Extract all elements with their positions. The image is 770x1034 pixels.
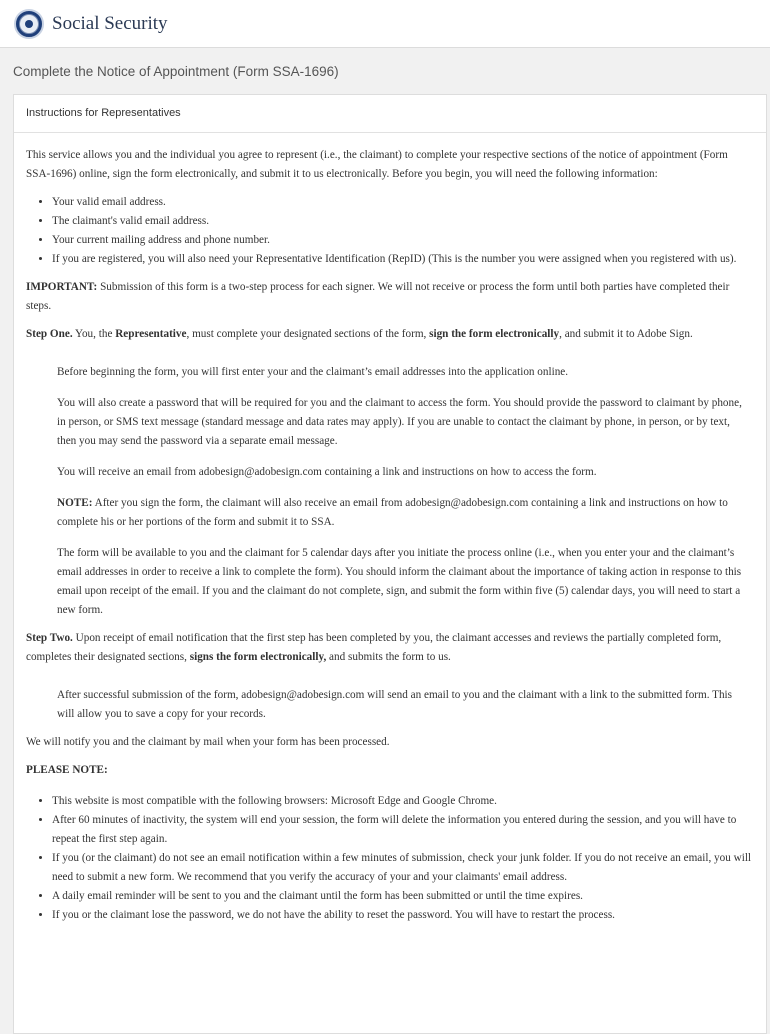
note-paragraph [57,494,744,532]
ssa-seal-icon[interactable] [14,9,44,39]
step-two-text: and submits the form to us. [326,651,451,663]
list-item: • This website is most compatible with the following browsers: Microsoft Edge and Google Chrome. [52,792,752,811]
step-one-detail: Before beginning the form, you will first enter your and the claimant’s email addresses into the application online. [57,366,569,378]
list-item: • After 60 minutes of inactivity, the system will end your session, the form will delete the information you entered during the session, and you will have to repeat the first step again. [52,811,752,849]
important-text: Submission of this form is a two-step process for each signer. We will not receive or process the form until both parties have completed their steps. [26,281,730,312]
list-item: • Your valid email address. [52,193,752,212]
step-one-text: , and submit it to Adobe Sign. [559,328,693,340]
list-item: • If you are registered, you will also need your Representative Identification (RepID) (This is the number you were assigned when you registered with us). [52,250,752,269]
please-note-label: PLEASE NOTE: [26,764,108,776]
note-text: After you sign the form, the claimant will also receive an email from adobesign@adobesign.com containing a link and instructions on how to complete his or her portions of the form and submit it to SSA. [57,497,728,528]
step-one-detail: The form will be available to you and the claimant for 5 calendar days after you initiate the process online (i.e., when you enter your and the claimant’s email addresses in order to receive a link to complete the form). You should inform the claimant about the importance of taking action in response to this email upon receipt of the email. If you and the claimant do not complete, sign, and submit the form within five (5) calendar days, you will need to start a new form. [57,547,742,616]
step-one-text: , must complete your designated sections of the form, [186,328,430,340]
panel-heading: Instructions for Representatives [14,95,766,133]
page-title-bar [0,48,770,92]
panel-body [14,134,766,1033]
list-item: • Your current mailing address and phone number. [52,231,752,250]
requirements-list [52,193,752,269]
step-two-paragraph [26,629,752,667]
note-label: NOTE: [57,497,93,509]
step-one-detail: You will receive an email from adobesign@adobesign.com containing a link and instructions on how to access the form. [57,466,597,478]
instructions-panel [13,94,767,1034]
intro-paragraph: This service allows you and the individual you agree to represent (i.e., the claimant) to complete your respective sections of the notice of appointment (Form SSA-1696) online, sign the form electronically, and submit it to us electronically. Before you begin, you will need the following information: [26,149,728,180]
step-one-paragraph [26,325,752,344]
step-one-detail: You will also create a password that will be required for you and the claimant to access the form. You should provide the password to claimant by phone, in person, or SMS text message (standard message and data rates may apply). If you are unable to contact the claimant by phone, in person, or by text, then you may send the password via a separate email message. [57,397,742,447]
list-item: • The claimant's valid email address. [52,212,752,231]
list-item: • A daily email reminder will be sent to you and the claimant until the form has been submitted or until the time expires. [52,887,752,906]
site-header [0,0,770,48]
step-one-representative: Representative [115,328,187,340]
step-two-sign: signs the form electronically, [189,651,327,663]
step-one-details [57,363,744,620]
step-one-sign: sign the form electronically [429,328,560,340]
important-paragraph [26,278,752,316]
site-brand[interactable]: Social Security [52,12,168,34]
step-two-detail: After successful submission of the form, adobesign@adobesign.com will send an email to you and the claimant with a link to the submitted form. This will allow you to save a copy for your records. [57,689,733,720]
list-item: • If you or the claimant lose the password, we do not have the ability to reset the password. You will have to restart the process. [52,906,752,925]
notify-paragraph: We will notify you and the claimant by mail when your form has been processed. [26,736,390,748]
list-item: • If you (or the claimant) do not see an email notification within a few minutes of submission, check your junk folder. If you do not receive an email, you will need to submit a new form. We recommend that you verify the accuracy of your and your claimants' email address. [52,849,752,887]
step-two-text: Upon receipt of email notification that the first step has been completed by you, the claimant accesses and reviews the partially completed form, completes their designated sections, [26,632,722,663]
important-label: IMPORTANT: [26,281,98,293]
step-one-label: Step One. [26,328,73,340]
notes-list [52,792,752,925]
step-two-label: Step Two. [26,632,73,644]
step-one-text: You, the [72,328,116,340]
page-title: Complete the Notice of Appointment (Form SSA-1696) [13,64,339,79]
step-two-details [57,686,744,724]
